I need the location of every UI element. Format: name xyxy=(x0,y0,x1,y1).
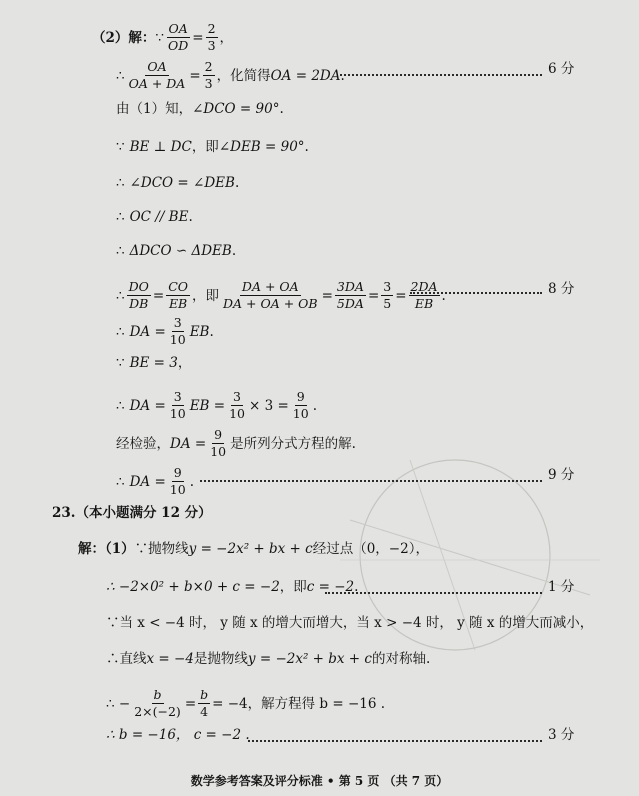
text: 的对称轴. xyxy=(371,651,431,667)
fraction xyxy=(132,688,183,719)
fraction xyxy=(168,390,188,421)
fraction-denominator: 10 xyxy=(210,444,227,459)
q22-line-2 xyxy=(116,60,345,91)
punct: . xyxy=(234,175,240,191)
q22-line-13 xyxy=(116,466,194,497)
fraction-numerator: b xyxy=(153,687,162,702)
fraction-numerator: OA xyxy=(147,59,167,74)
text: ，即 xyxy=(191,139,219,155)
fraction xyxy=(168,316,188,347)
punct: ， xyxy=(177,355,192,371)
punct: . xyxy=(231,243,237,259)
punct: . xyxy=(340,67,345,84)
fraction xyxy=(168,466,188,497)
q23-line-4 xyxy=(106,650,430,668)
fraction-numerator: 3 xyxy=(383,279,392,294)
q22-line-3 xyxy=(116,100,284,118)
fraction-denominator: 10 xyxy=(229,406,245,421)
expression: × 3 = xyxy=(248,397,289,414)
q22-line-1 xyxy=(92,22,233,53)
therefore-symbol: ∴ xyxy=(116,175,125,191)
therefore-symbol: ∴ xyxy=(116,209,125,225)
text: 是所列分式方程的解. xyxy=(230,435,356,452)
expression: DA = xyxy=(129,323,166,340)
fraction-numerator: CO xyxy=(168,279,188,294)
because-symbol: ∵ xyxy=(155,29,164,46)
fraction xyxy=(409,280,440,311)
equals: = xyxy=(192,29,204,46)
fraction-numerator: 3 xyxy=(233,389,241,404)
equals: = xyxy=(184,695,197,712)
fraction-numerator: OA xyxy=(168,21,188,36)
punct: . xyxy=(312,397,317,414)
punct: ， xyxy=(219,29,234,46)
punct: . xyxy=(441,287,446,304)
punct: . xyxy=(189,473,194,490)
dotted-leader xyxy=(340,74,542,76)
fraction-numerator: 3DA xyxy=(336,279,364,294)
page-footer: 数学参考答案及评分标准 • 第 5 页 （共 7 页） xyxy=(190,774,449,788)
fraction-denominator: 3 xyxy=(207,38,216,53)
dotted-leader xyxy=(248,740,542,742)
therefore-symbol: ∴ xyxy=(116,473,125,490)
punct: . xyxy=(188,209,193,225)
expression: BE ⊥ DC xyxy=(129,139,192,155)
q23-line-1 xyxy=(78,540,429,558)
fraction xyxy=(227,390,247,421)
expression: c = −2 xyxy=(306,579,355,595)
therefore-symbol: ∴ xyxy=(116,243,125,259)
fraction-numerator: DA + OA xyxy=(241,279,299,294)
fraction-denominator: 4 xyxy=(200,704,209,719)
fraction-numerator: 9 xyxy=(296,389,305,404)
score-label: 6 分 xyxy=(548,61,575,77)
fraction-numerator: 9 xyxy=(214,427,223,442)
text: ，即 xyxy=(279,579,307,595)
expression: = −4，解方程得 b = −16 . xyxy=(212,695,386,712)
question-header: 23.（本小题满分 12 分） xyxy=(52,505,212,521)
fraction xyxy=(206,22,218,53)
fraction-denominator: OA + DA xyxy=(128,76,186,91)
text: ∴直线 xyxy=(106,651,147,667)
fraction xyxy=(203,60,215,91)
score-label: 3 分 xyxy=(548,727,575,743)
fraction-numerator: b xyxy=(200,687,209,702)
fraction xyxy=(127,280,151,311)
fraction xyxy=(127,60,188,91)
fraction-denominator: 3 xyxy=(204,76,213,91)
q23-line-5 xyxy=(106,688,385,719)
expression: ∴ −2×0² + b×0 + c = −2 xyxy=(106,579,280,595)
score-label: 8 分 xyxy=(548,281,575,297)
fraction-denominator: EB xyxy=(414,296,434,311)
fraction-numerator: 2DA xyxy=(410,279,438,294)
fraction xyxy=(335,280,366,311)
fraction xyxy=(198,688,210,719)
therefore-symbol: ∴ xyxy=(116,323,125,340)
punct: . xyxy=(304,139,309,155)
because-symbol: ∵ xyxy=(116,355,125,371)
dotted-leader xyxy=(325,592,542,594)
part-label: 解：（1） xyxy=(78,541,135,557)
text: 经检验， xyxy=(116,435,170,452)
q23-line-6 xyxy=(106,726,250,744)
q22-line-4 xyxy=(116,138,309,156)
q22-line-8: ∴ $\frac{DO}{DB}$ = $\frac{CO}{EB}$ ，即 $\frac{DA + OA}{DA + OA + OB}$ = $\frac{3DA}{5DA}$ = $\frac{3}{5}$ = $\frac{2DA}{EB}$ . xyxy=(116,279,446,311)
punct: . xyxy=(279,101,284,117)
fraction-denominator: 5 xyxy=(383,296,392,311)
expression: ΔDCO ∽ ΔDEB xyxy=(129,243,232,259)
q22-line-7 xyxy=(116,242,236,260)
dotted-leader xyxy=(410,292,542,294)
dotted-leader xyxy=(200,480,542,482)
text: 经过点（0，−2）， xyxy=(312,541,429,557)
q23-line-3 xyxy=(106,614,593,632)
expression: ∠DCO = ∠DEB xyxy=(129,175,235,191)
because-symbol: ∵ xyxy=(116,139,125,155)
fraction-denominator: OD xyxy=(168,38,189,53)
score-label: 1 分 xyxy=(548,579,575,595)
fraction-denominator: 10 xyxy=(169,406,186,421)
fraction-denominator: 10 xyxy=(292,406,309,421)
expression: DA = xyxy=(170,435,207,452)
text: 是抛物线 xyxy=(193,651,248,667)
expression: DA = xyxy=(129,473,166,490)
expression: y = −2x² + bx + c xyxy=(247,651,372,667)
q22-line-5 xyxy=(116,174,239,192)
q22-line-11 xyxy=(116,390,317,421)
expression: BE = 3 xyxy=(129,355,178,371)
fraction-numerator: 9 xyxy=(173,465,182,480)
text: ∵当 x < −4 时， y 随 x 的增大而增大，当 x > −4 时， y 随 x 的增大而减小， xyxy=(106,615,594,631)
fraction xyxy=(381,280,393,311)
therefore-symbol: ∴ xyxy=(116,397,125,414)
fraction-denominator: 5DA xyxy=(336,296,364,311)
fraction-numerator: 3 xyxy=(173,389,182,404)
fraction-numerator: 2 xyxy=(207,21,216,36)
fraction-denominator: DB xyxy=(129,296,149,311)
punct: . xyxy=(354,579,359,595)
fraction-numerator: 3 xyxy=(173,315,182,330)
fraction-denominator: 10 xyxy=(169,332,186,347)
text: ，即 xyxy=(192,287,219,304)
expression: ∴ − xyxy=(106,695,131,712)
expression: OA = 2DA xyxy=(270,67,341,84)
expression: ∠DEB = 90° xyxy=(218,139,305,155)
q22-line-12 xyxy=(116,428,356,459)
expression: OC // BE xyxy=(129,209,189,225)
fraction-denominator: 10 xyxy=(169,482,186,497)
punct: . xyxy=(209,323,214,340)
expression: y = −2x² + bx + c xyxy=(188,541,313,557)
q22-line-6 xyxy=(116,208,193,226)
fraction-numerator: 2 xyxy=(204,59,213,74)
part-label: （2）解： xyxy=(92,29,156,46)
fraction-numerator: DO xyxy=(128,279,149,294)
expression: DA = xyxy=(129,397,166,414)
fraction xyxy=(166,22,190,53)
text: ，化简得 xyxy=(216,67,271,84)
therefore-symbol: ∴ xyxy=(116,67,125,84)
expression: EB = xyxy=(189,397,226,414)
text: ∵抛物线 xyxy=(134,541,189,557)
expression: ∴ b = −16， c = −2 . xyxy=(106,727,250,743)
expression: x = −4 xyxy=(146,651,194,667)
expression: ∠DCO = 90° xyxy=(192,101,280,117)
therefore-symbol: ∴ xyxy=(116,287,125,304)
expression: EB xyxy=(189,323,210,340)
score-label: 9 分 xyxy=(548,467,575,483)
fraction-denominator: DA + OA + OB xyxy=(223,296,318,311)
q23-line-2 xyxy=(106,578,358,596)
q22-line-9 xyxy=(116,316,214,347)
fraction-denominator: 2×(−2) xyxy=(134,704,181,719)
fraction xyxy=(208,428,228,459)
fraction xyxy=(221,280,320,311)
equals: = xyxy=(189,67,201,84)
q22-line-10 xyxy=(116,354,191,372)
fraction xyxy=(291,390,311,421)
fraction xyxy=(166,280,190,311)
fraction-denominator: EB xyxy=(168,296,188,311)
text: 由（1）知， xyxy=(116,101,193,117)
